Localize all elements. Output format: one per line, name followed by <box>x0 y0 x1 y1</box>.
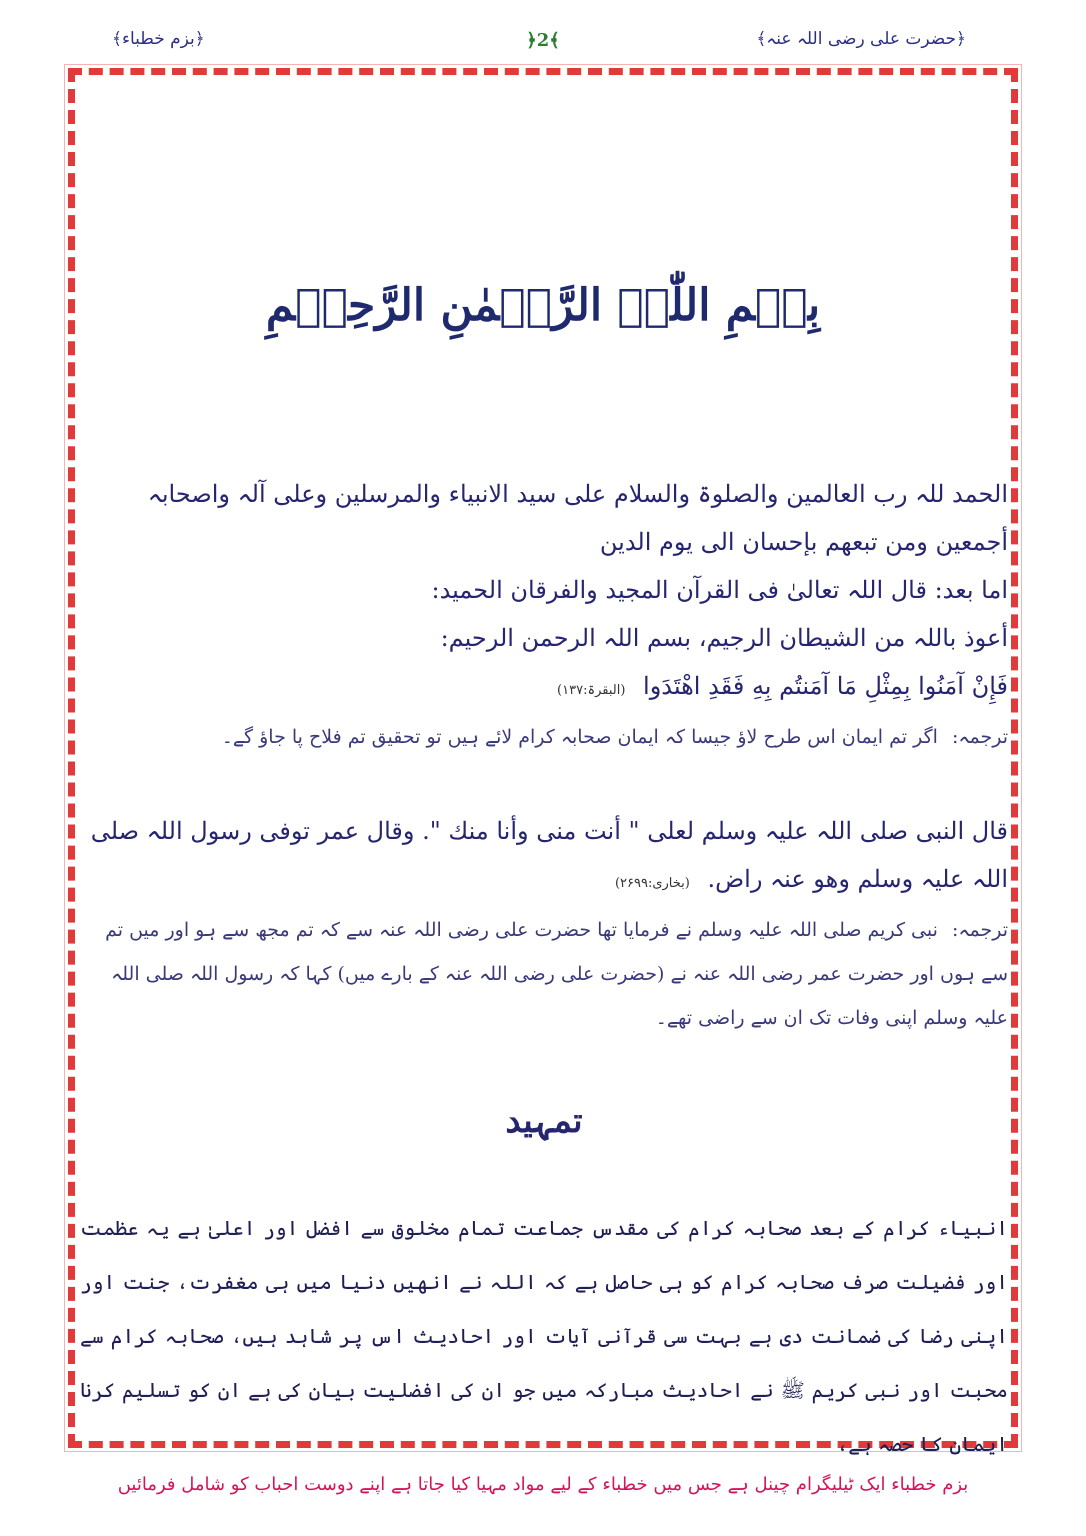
translation-verse <box>80 715 1008 759</box>
page-content <box>80 470 1008 1471</box>
translation-label: ترجمہ: <box>951 919 1008 941</box>
header-channel-name: ﴿بزم خطباء﴾ <box>112 29 205 49</box>
page-number: ﴿2﴾ <box>526 30 560 51</box>
quran-verse <box>80 662 1008 715</box>
arabic-praise: الحمد للہ رب العالمین والصلوۃ والسلام علی سید الانبیاء والمرسلین وعلی آلہ واصحابہ أجمعین ومن تبعھم بإحسان الی یوم الدین <box>147 480 1008 556</box>
hadith-body: قال النبی صلی اللہ علیہ وسلم لعلی " أنت منی وأنا منك ". وقال عمر توفی رسول اللہ صلی اللہ علیہ وسلم وھو عنہ راض. <box>90 817 1008 893</box>
translation-hadith <box>80 908 1008 1040</box>
quran-reference: (البقرۃ:۱۳۷) <box>557 683 626 698</box>
header-book-title: ﴿حضرت علی رضی اللہ عنہ﴾ <box>756 29 966 49</box>
hadith-reference: (بخاری:۲۶۹۹) <box>614 876 690 891</box>
translation-verse-text: اگر تم ایمان اس طرح لاؤ جیسا کہ ایمان صحابہ کرام لائے ہیں تو تحقیق تم فلاح پا جاؤ گے۔ <box>221 726 938 748</box>
translation-hadith-text: نبی کریم صلی اللہ علیہ وسلم نے فرمایا تھا حضرت علی رضی اللہ عنہ سے کہ تم مجھ سے ہو اور میں تم سے ہوں اور حضرت عمر رضی اللہ عنہ نے (حضرت علی رضی اللہ عنہ کے بارے میں) کہا کہ رسول اللہ صلی اللہ علیہ وسلم اپنی وفات تک ان سے راضی تھے۔ <box>105 919 1008 1029</box>
footer-notice: بزم خطباء ایک ٹیلیگرام چینل ہے جس میں خطباء کے لیے مواد مہیا کیا جاتا ہے اپنے دوست احباب کو شامل فرمائیں <box>117 1474 969 1495</box>
basmala-calligraphy: بِسۡمِ اللّٰہِ الرَّحۡمٰنِ الرَّحِیۡمِ <box>265 280 821 331</box>
hadith-text <box>80 807 1008 908</box>
arabic-taawwudh: أعوذ باللہ من الشیطان الرجیم، بسم اللہ الرحمن الرحیم: <box>440 624 1008 652</box>
arabic-amma-bad: اما بعد: قال اللہ تعالیٰ فی القرآن المجید والفرقان الحمید: <box>431 576 1008 604</box>
body-paragraph: انبیاء کرام کے بعد صحابہ کرام کی مقدس جماعت تمام مخلوق سے افضل اور اعلیٰ ہے یہ عظمت اور فضیلت صرف صحابہ کرام کو ہی حاصل ہے کہ اللہ نے انھیں دنیا میں ہی مغفرت، جنت اور اپنی رضا کی ضمانت دی ہے بہت سی قرآنی آیات اور احادیث اس پر شاہد ہیں، صحابہ کرام سے محبت اور نبی کریم ﷺ نے احادیث مبارکہ میں جو ان کی افضلیت بیان کی ہے ان کو تسلیم کرنا ایمان کا حصہ ہے، <box>80 1216 1008 1456</box>
section-heading: تمہید <box>505 1101 583 1141</box>
translation-label: ترجمہ: <box>951 726 1008 748</box>
quran-verse-text: فَإِنْ آمَنُوا بِمِثْلِ مَا آمَنتُم بِهِ فَقَدِ اهْتَدَوا <box>643 672 1008 700</box>
